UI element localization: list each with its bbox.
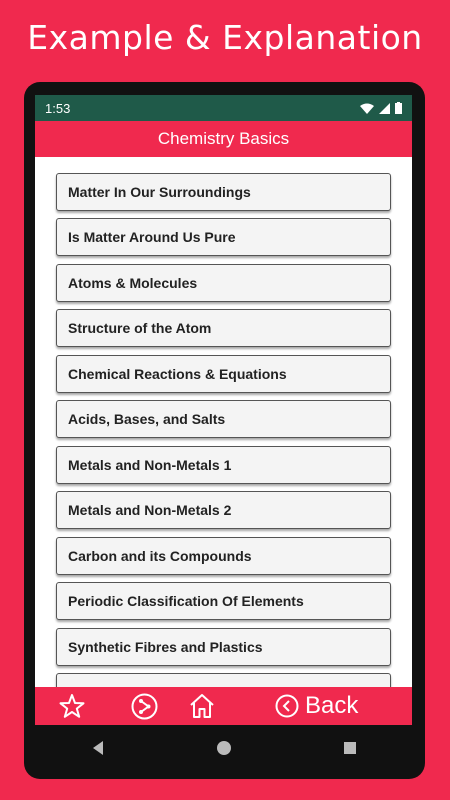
list-item[interactable]: Acids, Bases, and Salts (56, 400, 391, 438)
page-title: Chemistry Basics (157, 129, 290, 148)
app-screen (35, 95, 412, 725)
status-bar (35, 95, 412, 121)
list-item[interactable]: Matter In Our Surroundings (56, 173, 391, 211)
nav-back-icon[interactable] (90, 740, 106, 756)
status-icons (360, 102, 402, 114)
list-item[interactable]: Periodic Classification Of Elements (56, 582, 391, 620)
list-item[interactable]: Structure of the Atom (56, 309, 391, 347)
list-item[interactable]: Atoms & Molecules (56, 264, 391, 302)
topic-list[interactable] (35, 157, 412, 687)
home-icon[interactable] (189, 693, 215, 719)
list-item[interactable]: Is Matter Around Us Pure (56, 218, 391, 256)
list-item[interactable]: Carbon and its Compounds (56, 537, 391, 575)
list-item[interactable]: Chemical Reactions & Equations (56, 355, 391, 393)
list-item[interactable]: Synthetic Fibres and Plastics (56, 628, 391, 666)
nav-home-icon[interactable] (215, 739, 233, 757)
battery-icon (395, 102, 402, 114)
promo-headline: Example & Explanation (27, 18, 423, 57)
signal-icon (379, 103, 390, 114)
back-label: Back (305, 692, 359, 719)
back-arrow-icon (275, 694, 299, 718)
nav-recents-icon[interactable] (342, 740, 358, 756)
list-item[interactable]: Metals and Non-Metals 1 (56, 446, 391, 484)
app-bar (35, 121, 412, 157)
status-time: 1:53 (45, 100, 71, 116)
share-icon[interactable] (131, 693, 158, 720)
wifi-icon (360, 103, 374, 114)
back-button[interactable] (275, 690, 358, 722)
system-nav-bar (35, 725, 412, 771)
bottom-toolbar (35, 687, 412, 725)
list-item[interactable]: Metals and Non-Metals 2 (56, 491, 391, 529)
star-icon[interactable] (59, 693, 85, 719)
